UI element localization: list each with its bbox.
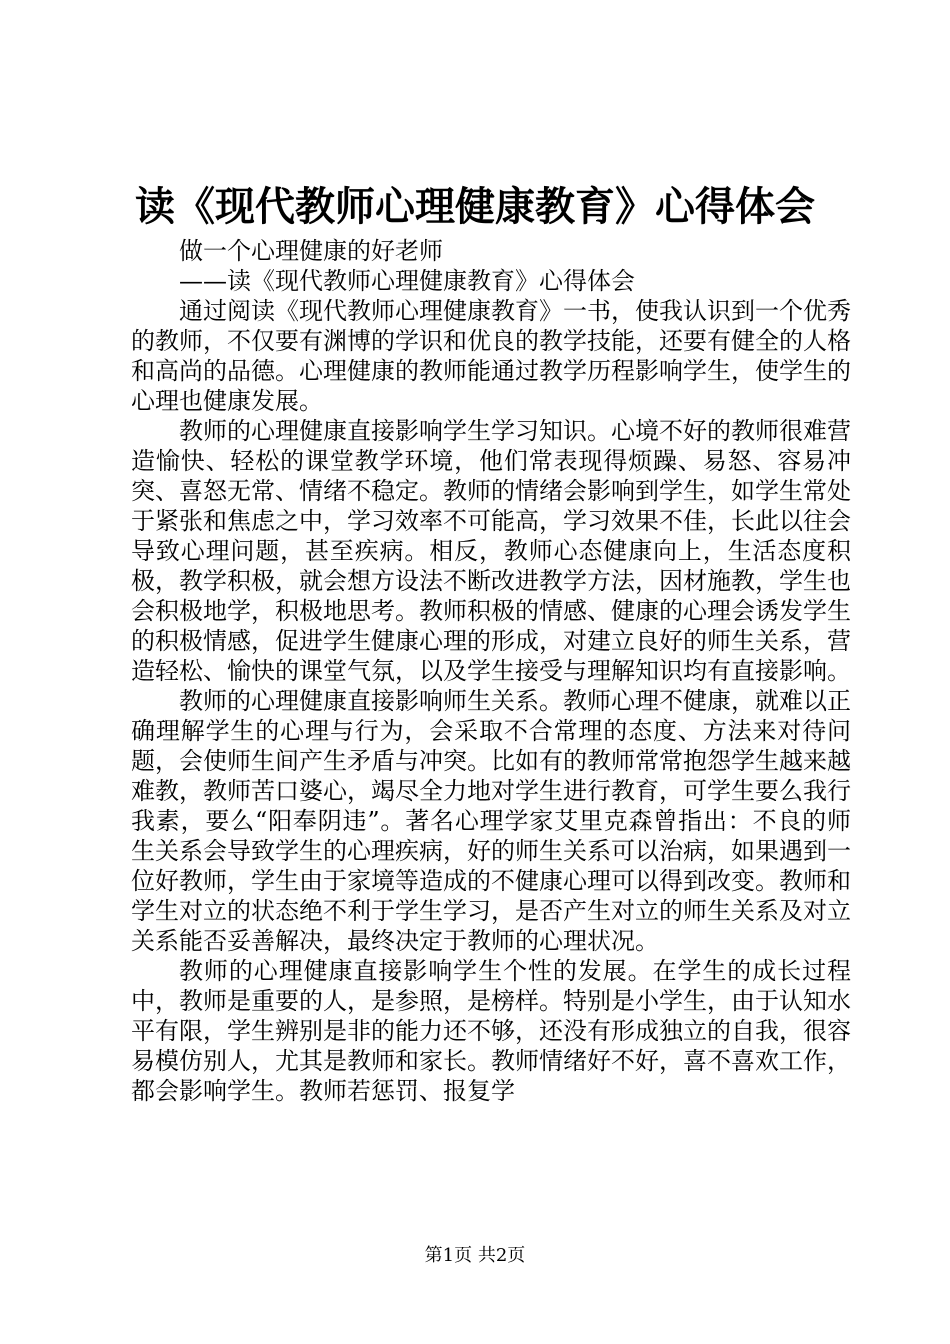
- document-body: [131, 236, 851, 1106]
- page-number-footer: 第1页 共2页: [424, 1245, 526, 1266]
- paragraph: 教师的心理健康直接影响师生关系。教师心理不健康，就难以正确理解学生的心理与行为，会采取不合常理的态度、方法来对待问题，会使师生间产生矛盾与冲突。比如有的教师常常抱怨学生越来越难教，教师苦口婆心，竭尽全力地对学生进行教育，可学生要么我行我素，要么“阳奉阴违”。著名心理学家艾里克森曾指出：不良的师生关系会导致学生的心理疾病，好的师生关系可以治病，如果遇到一位好教师，学生由于家境等造成的不健康心理可以得到改变。教师和学生对立的状态绝不利于学生学习，是否产生对立的师生关系及对立关系能否妥善解决，最终决定于教师的心理状况。: [131, 687, 851, 955]
- document-subtitle: 做一个心理健康的好老师: [179, 237, 443, 265]
- document-byline: ——读《现代教师心理健康教育》心得体会: [179, 267, 635, 295]
- paragraph: 通过阅读《现代教师心理健康教育》一书，使我认识到一个优秀的教师，不仅要有渊博的学识和优良的教学技能，还要有健全的人格和高尚的品德。心理健康的教师能通过教学历程影响学生，使学生的心理也健康发展。: [131, 297, 851, 415]
- paragraph: 教师的心理健康直接影响学生学习知识。心境不好的教师很难营造愉快、轻松的课堂教学环境，他们常表现得烦躁、易怒、容易冲突、喜怒无常、情绪不稳定。教师的情绪会影响到学生，如学生常处于紧张和焦虑之中，学习效率不可能高，学习效果不佳，长此以往会导致心理问题，甚至疾病。相反，教师心态健康向上，生活态度积极，教学积极，就会想方设法不断改进教学方法，因材施教，学生也会积极地学，积极地思考。教师积极的情感、健康的心理会诱发学生的积极情感，促进学生健康心理的形成，对建立良好的师生关系，营造轻松、愉快的课堂气氛，以及学生接受与理解知识均有直接影响。: [131, 417, 851, 685]
- document-title: 读《现代教师心理健康教育》心得体会: [135, 183, 815, 230]
- paragraph: 教师的心理健康直接影响学生个性的发展。在学生的成长过程中，教师是重要的人，是参照，是榜样。特别是小学生，由于认知水平有限，学生辨别是非的能力还不够，还没有形成独立的自我，很容易模仿别人，尤其是教师和家长。教师情绪好不好，喜不喜欢工作，都会影响学生。教师若惩罚、报复学: [131, 957, 851, 1105]
